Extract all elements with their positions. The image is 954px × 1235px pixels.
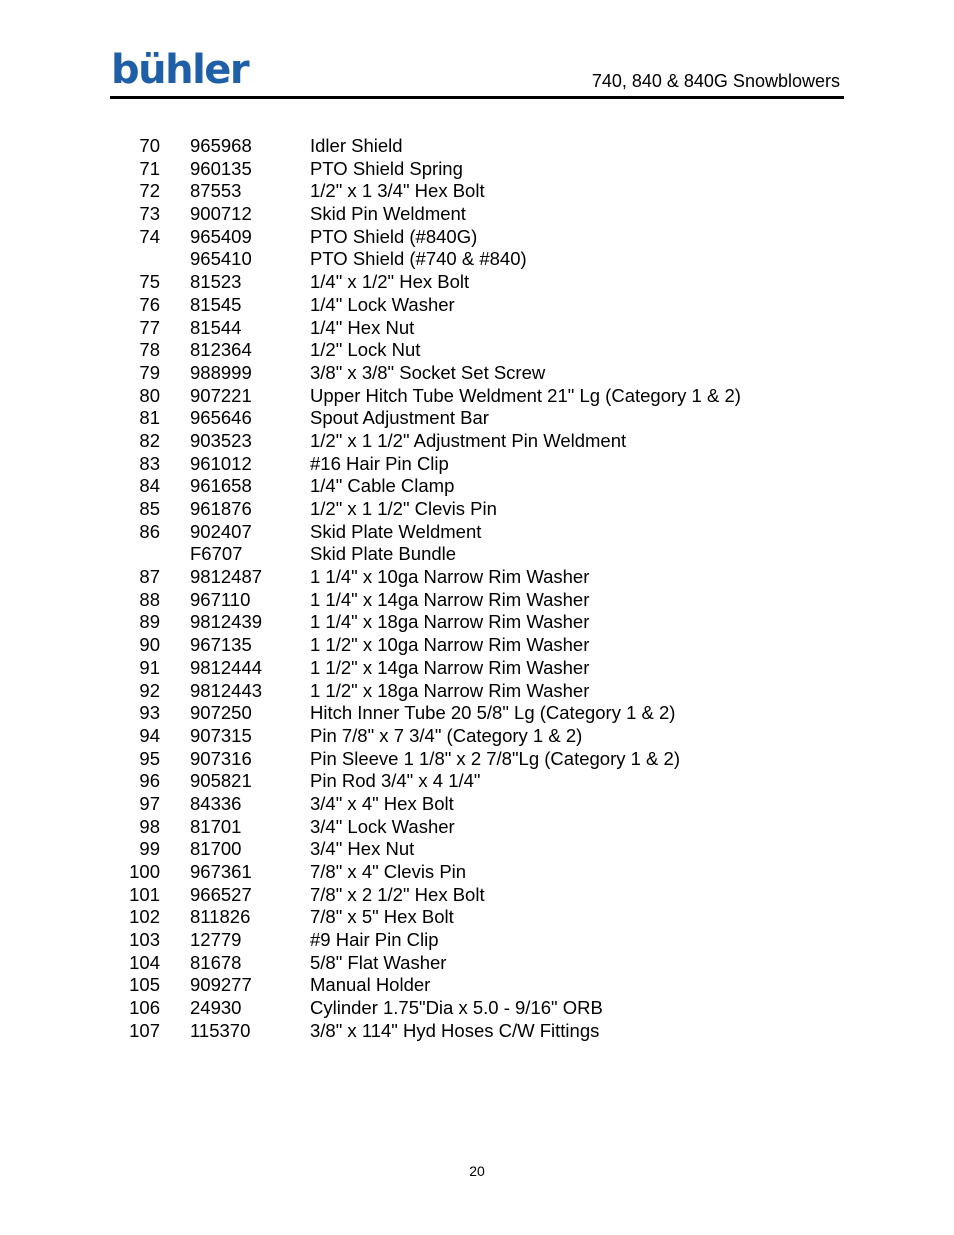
parts-list-row (0, 521, 954, 544)
part-number: 907221 (190, 384, 252, 406)
parts-list-row (0, 929, 954, 952)
item-number: 86 (139, 520, 160, 542)
part-number: 812364 (190, 339, 252, 361)
part-description: 1/4" x 1/2" Hex Bolt (310, 271, 470, 293)
part-description: 1 1/4" x 18ga Narrow Rim Washer (310, 611, 590, 633)
parts-list-row (0, 589, 954, 612)
brand-logo: bühler (111, 47, 249, 93)
item-number: 99 (139, 838, 160, 860)
part-description: Skid Plate Bundle (310, 543, 457, 565)
part-description: PTO Shield Spring (310, 157, 463, 179)
item-number: 75 (139, 271, 160, 293)
item-number: 70 (139, 135, 160, 156)
part-description: Pin Rod 3/4" x 4 1/4" (310, 770, 481, 792)
item-number: 91 (139, 656, 160, 678)
part-number: 900712 (190, 203, 252, 225)
part-number: 81678 (190, 951, 242, 973)
part-description: Upper Hitch Tube Weldment 21" Lg (Category 1 & 2) (310, 384, 741, 406)
parts-list-row (0, 226, 954, 249)
parts-list-row (0, 793, 954, 816)
part-description: Pin 7/8" x 7 3/4" (Category 1 & 2) (310, 724, 583, 746)
item-number: 95 (139, 747, 160, 769)
item-number: 106 (129, 997, 160, 1019)
part-description: Cylinder 1.75"Dia x 5.0 - 9/16" ORB (310, 997, 603, 1019)
parts-list-row (0, 1020, 954, 1043)
part-description: Spout Adjustment Bar (310, 407, 489, 429)
item-number: 105 (129, 974, 160, 996)
part-number: 811826 (190, 906, 251, 928)
part-number: 81544 (190, 316, 242, 338)
item-number: 104 (129, 951, 160, 973)
parts-list-row (0, 180, 954, 203)
part-description: Manual Holder (310, 974, 431, 996)
part-number: 9812487 (190, 566, 263, 588)
item-number: 98 (139, 815, 160, 837)
parts-list-row (0, 385, 954, 408)
part-number: 24930 (190, 997, 242, 1019)
part-number: 965410 (190, 248, 252, 270)
parts-list-row (0, 884, 954, 907)
part-description: PTO Shield (#840G) (310, 225, 478, 247)
item-number: 101 (129, 883, 160, 905)
parts-list-row (0, 158, 954, 181)
part-number: 965646 (190, 407, 252, 429)
part-description: 1/2" x 1 3/4" Hex Bolt (310, 180, 485, 202)
parts-list-row (0, 339, 954, 362)
part-number: 961012 (190, 452, 252, 474)
part-number: 988999 (190, 361, 252, 383)
part-description: 1 1/4" x 10ga Narrow Rim Washer (310, 566, 590, 588)
part-number: 907316 (190, 747, 252, 769)
part-number: 965409 (190, 225, 252, 247)
part-number: 81700 (190, 838, 242, 860)
part-number: 81545 (190, 293, 242, 315)
parts-list-row (0, 816, 954, 839)
parts-list-row (0, 634, 954, 657)
item-number: 96 (139, 770, 160, 792)
item-number: 71 (139, 157, 160, 179)
part-description: 3/8" x 3/8" Socket Set Screw (310, 361, 546, 383)
item-number: 103 (129, 929, 160, 951)
item-number: 77 (139, 316, 160, 338)
document-title: 740, 840 & 840G Snowblowers (591, 71, 840, 91)
part-number: 967110 (190, 588, 251, 610)
parts-list-row (0, 838, 954, 861)
part-description: 5/8" Flat Washer (310, 951, 447, 973)
part-number: 960135 (190, 157, 252, 179)
part-number: 965968 (190, 135, 252, 156)
parts-list-row (0, 702, 954, 725)
parts-list-row (0, 430, 954, 453)
parts-list-row (0, 248, 954, 271)
item-number: 87 (139, 566, 160, 588)
item-number: 94 (139, 724, 160, 746)
item-number: 90 (139, 634, 160, 656)
part-description: 1 1/2" x 10ga Narrow Rim Washer (310, 634, 590, 656)
part-number: 81523 (190, 271, 242, 293)
part-description: 3/4" Lock Washer (310, 815, 455, 837)
part-description: 7/8" x 2 1/2" Hex Bolt (310, 883, 485, 905)
item-number: 93 (139, 702, 160, 724)
part-number: 967135 (190, 634, 252, 656)
part-description: 3/4" x 4" Hex Bolt (310, 792, 454, 814)
parts-list-row (0, 725, 954, 748)
parts-list-row (0, 543, 954, 566)
part-number: 9812444 (190, 656, 263, 678)
part-description: Idler Shield (310, 135, 403, 156)
item-number: 88 (139, 588, 160, 610)
part-description: 1/4" Lock Washer (310, 293, 455, 315)
part-number: 905821 (190, 770, 252, 792)
item-number: 73 (139, 203, 160, 225)
part-description: 1 1/4" x 14ga Narrow Rim Washer (310, 588, 590, 610)
part-description: 7/8" x 4" Clevis Pin (310, 861, 467, 882)
item-number: 89 (139, 611, 160, 633)
part-description: Skid Plate Weldment (310, 520, 482, 542)
item-number: 78 (139, 339, 160, 361)
parts-list-row (0, 475, 954, 498)
parts-list-row (0, 748, 954, 771)
item-number: 74 (139, 225, 160, 247)
parts-list-row (0, 974, 954, 997)
part-number: 9812439 (190, 611, 263, 633)
part-description: Skid Pin Weldment (310, 203, 466, 225)
part-description: 1/2" x 1 1/2" Clevis Pin (310, 498, 497, 519)
item-number: 85 (139, 498, 160, 519)
item-number: 81 (139, 407, 160, 429)
part-description: #9 Hair Pin Clip (310, 929, 439, 951)
parts-list-row (0, 271, 954, 294)
part-number: 81701 (190, 815, 242, 837)
parts-list-row (0, 906, 954, 929)
part-number: 907315 (190, 724, 252, 746)
parts-list-row (0, 407, 954, 430)
part-description: 1/4" Hex Nut (310, 316, 415, 338)
part-number: 902407 (190, 520, 252, 542)
header-divider (110, 96, 844, 99)
item-number: 76 (139, 293, 160, 315)
part-description: 1/4" Cable Clamp (310, 475, 455, 497)
part-number: 12779 (190, 929, 242, 951)
parts-list-row (0, 453, 954, 476)
item-number: 80 (139, 384, 160, 406)
part-description: 3/4" Hex Nut (310, 838, 415, 860)
part-number: 966527 (190, 883, 252, 905)
item-number: 83 (139, 452, 160, 474)
parts-list-row (0, 203, 954, 226)
part-number: 9812443 (190, 679, 263, 701)
part-number: 907250 (190, 702, 252, 724)
page-number: 20 (469, 1163, 485, 1179)
item-number: 97 (139, 792, 160, 814)
part-number: 84336 (190, 792, 242, 814)
parts-list-row (0, 611, 954, 634)
part-description: 1 1/2" x 18ga Narrow Rim Washer (310, 679, 590, 701)
part-description: 1/2" Lock Nut (310, 339, 421, 361)
item-number: 100 (129, 861, 160, 882)
item-number: 102 (129, 906, 160, 928)
item-number: 72 (139, 180, 160, 202)
part-description: 3/8" x 114" Hyd Hoses C/W Fittings (310, 1019, 600, 1041)
part-number: F6707 (190, 543, 243, 565)
item-number: 92 (139, 679, 160, 701)
part-number: 115370 (190, 1019, 251, 1041)
parts-list-row (0, 952, 954, 975)
parts-list-row (0, 861, 954, 884)
item-number: 84 (139, 475, 160, 497)
part-description: #16 Hair Pin Clip (310, 452, 449, 474)
part-description: 1 1/2" x 14ga Narrow Rim Washer (310, 656, 590, 678)
part-number: 967361 (190, 861, 252, 882)
part-number: 903523 (190, 429, 252, 451)
part-description: Hitch Inner Tube 20 5/8" Lg (Category 1 & 2) (310, 702, 676, 724)
parts-list-row (0, 317, 954, 340)
parts-list-row (0, 362, 954, 385)
part-description: PTO Shield (#740 & #840) (310, 248, 527, 270)
parts-list-row (0, 294, 954, 317)
parts-list-row (0, 680, 954, 703)
part-description: 7/8" x 5" Hex Bolt (310, 906, 454, 928)
item-number: 107 (129, 1019, 160, 1041)
part-description: Pin Sleeve 1 1/8" x 2 7/8"Lg (Category 1 & 2) (310, 747, 680, 769)
parts-list-row (0, 657, 954, 680)
item-number: 82 (139, 429, 160, 451)
parts-list-row (0, 566, 954, 589)
parts-list-row (0, 135, 954, 158)
part-number: 909277 (190, 974, 252, 996)
parts-list-row (0, 498, 954, 521)
parts-list (0, 135, 954, 1043)
parts-list-row (0, 997, 954, 1020)
part-description: 1/2" x 1 1/2" Adjustment Pin Weldment (310, 429, 627, 451)
part-number: 961876 (190, 498, 252, 519)
parts-list-row (0, 770, 954, 793)
part-number: 87553 (190, 180, 242, 202)
item-number: 79 (139, 361, 160, 383)
part-number: 961658 (190, 475, 252, 497)
